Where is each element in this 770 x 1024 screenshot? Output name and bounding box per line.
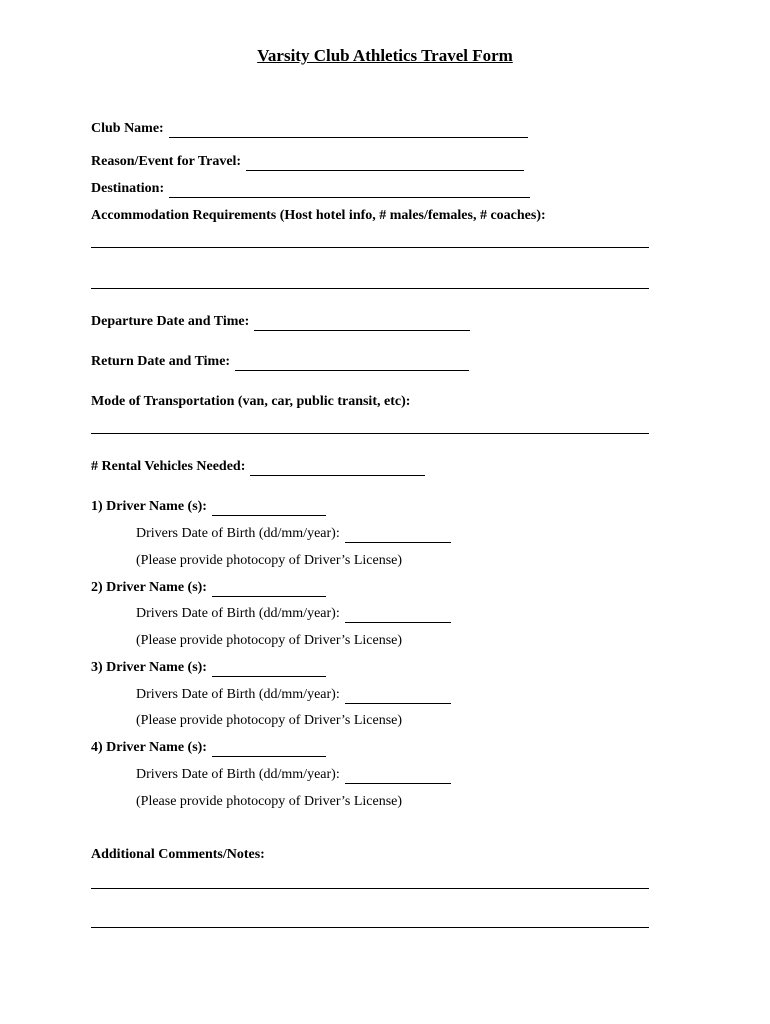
driver-1-dob-label: Drivers Date of Birth (dd/mm/year): [136, 526, 340, 541]
driver-1-note [136, 552, 402, 570]
driver-2-row [91, 579, 326, 597]
transport-row [91, 393, 410, 411]
driver-2-dob-row [136, 605, 451, 623]
club-name-label: Club Name: [91, 121, 164, 136]
driver-2-name-field[interactable] [212, 582, 326, 597]
reason-label: Reason/Event for Travel: [91, 154, 242, 169]
departure-row [91, 313, 470, 331]
driver-4-note-text: (Please provide photocopy of Driver’s License) [136, 794, 403, 809]
accommodation-label: Accommodation Requirements (Host hotel info, # males/females, # coaches): [91, 208, 546, 223]
comments-line-1[interactable] [91, 888, 649, 889]
destination-label: Destination: [91, 181, 165, 196]
driver-2-dob-label: Drivers Date of Birth (dd/mm/year): [136, 606, 340, 621]
driver-2-dob-field[interactable] [345, 608, 451, 623]
driver-4-dob-row [136, 766, 451, 784]
driver-1-name-field[interactable] [212, 501, 326, 516]
club-name-field[interactable] [169, 123, 528, 138]
driver-4-note [136, 793, 402, 811]
driver-4-dob-field[interactable] [345, 769, 451, 784]
driver-1-dob-row [136, 525, 451, 543]
form-title: Varsity Club Athletics Travel Form [257, 46, 513, 65]
driver-1-label: 1) Driver Name (s): [91, 499, 207, 514]
driver-3-dob-row [136, 686, 451, 704]
driver-3-label: 3) Driver Name (s): [91, 660, 207, 675]
departure-field[interactable] [254, 316, 470, 331]
rental-row [91, 458, 425, 476]
driver-2-label: 2) Driver Name (s): [91, 580, 207, 595]
club-name-row [91, 120, 528, 138]
destination-row [91, 180, 530, 198]
driver-3-note-text: (Please provide photocopy of Driver’s License) [136, 713, 403, 728]
reason-field[interactable] [246, 156, 524, 171]
driver-3-note [136, 712, 402, 730]
reason-row [91, 153, 524, 171]
transport-label: Mode of Transportation (van, car, public transit, etc): [91, 394, 411, 409]
return-row [91, 353, 469, 371]
driver-2-note-text: (Please provide photocopy of Driver’s License) [136, 633, 403, 648]
driver-4-row [91, 739, 326, 757]
accommodation-line-2[interactable] [91, 288, 649, 289]
rental-label: # Rental Vehicles Needed: [91, 459, 246, 474]
comments-label: Additional Comments/Notes: [91, 847, 265, 862]
driver-3-row [91, 659, 326, 677]
departure-label: Departure Date and Time: [91, 314, 250, 329]
driver-4-label: 4) Driver Name (s): [91, 740, 207, 755]
return-field[interactable] [235, 356, 469, 371]
comments-line-2[interactable] [91, 927, 649, 928]
accommodation-row [91, 207, 546, 225]
driver-3-name-field[interactable] [212, 662, 326, 677]
driver-4-dob-label: Drivers Date of Birth (dd/mm/year): [136, 767, 340, 782]
accommodation-line-1[interactable] [91, 247, 649, 248]
rental-field[interactable] [250, 461, 425, 476]
driver-4-name-field[interactable] [212, 742, 326, 757]
comments-row [91, 846, 265, 864]
driver-3-dob-field[interactable] [345, 689, 451, 704]
destination-field[interactable] [169, 183, 530, 198]
driver-2-note [136, 632, 402, 650]
transport-line[interactable] [91, 433, 649, 434]
driver-1-note-text: (Please provide photocopy of Driver’s License) [136, 553, 403, 568]
driver-1-dob-field[interactable] [345, 528, 451, 543]
driver-1-row [91, 498, 326, 516]
return-label: Return Date and Time: [91, 354, 231, 369]
driver-3-dob-label: Drivers Date of Birth (dd/mm/year): [136, 687, 340, 702]
